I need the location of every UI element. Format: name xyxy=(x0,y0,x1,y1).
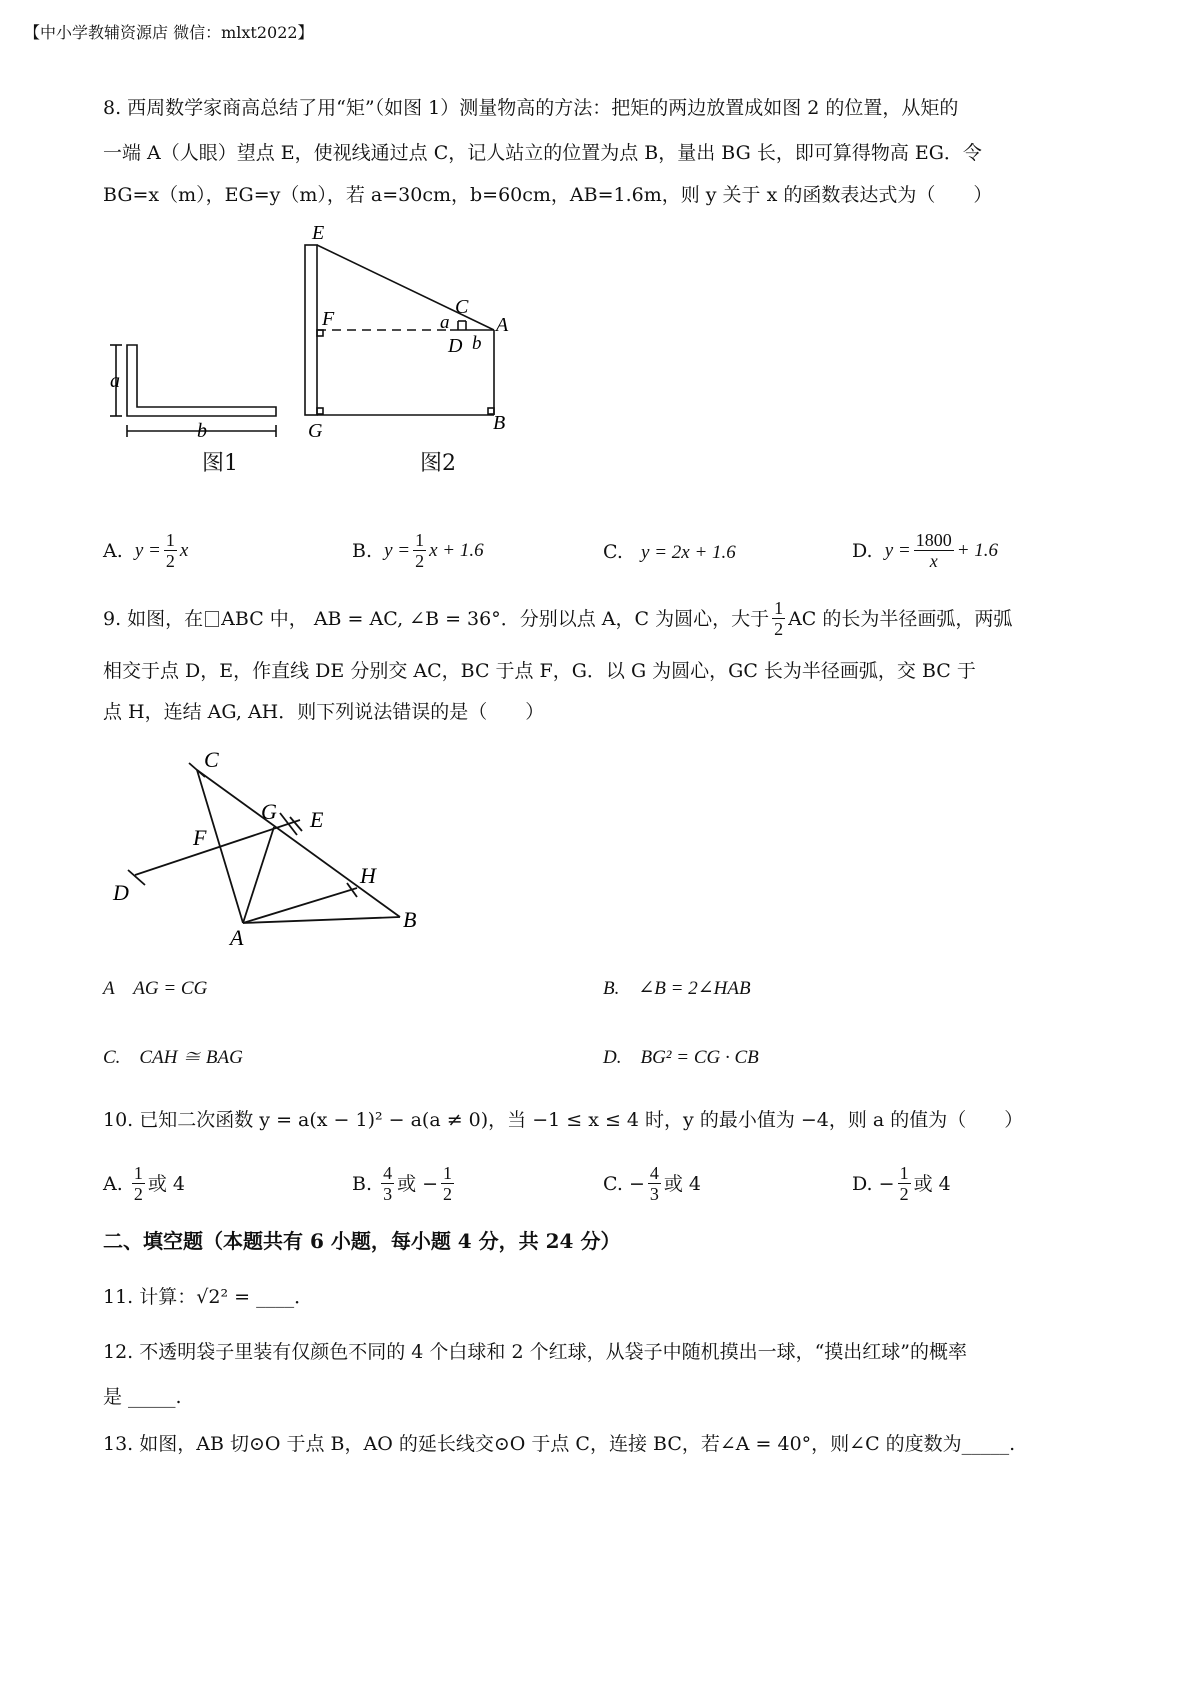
q9-label-D: D xyxy=(113,880,129,905)
q8-figures xyxy=(100,215,540,480)
q8-line3: BG=x（m），EG=y（m），若 a=30cm，b=60cm，AB=1.6m，则 y 关于 x 的函数表达式为（ ） xyxy=(103,184,993,206)
q8-option-A-fraction: $\frac{1}{2}$ xyxy=(165,530,175,571)
q8-option-D-pre: y = xyxy=(884,539,911,561)
q8-option-A-pre: y = xyxy=(134,539,161,561)
q10-option-A-fraction: $\frac{1}{2}$ xyxy=(133,1163,143,1204)
q10-option-C-label: C. xyxy=(603,1172,623,1195)
q8-line2: 一端 A（人眼）望点 E，使视线通过点 C，记人站立的位置为点 B，量出 BG 长，即可算得物高 EG．令 xyxy=(103,142,982,164)
q10-option-D-label: D. xyxy=(852,1172,873,1195)
fig2-label-b: b xyxy=(472,333,482,354)
q8-option-A[interactable] xyxy=(103,530,188,571)
q8-option-B-post: x + 1.6 xyxy=(429,539,484,561)
fig2-label-G: G xyxy=(308,420,323,442)
triangle-icon xyxy=(205,611,219,627)
q10-option-D-fraction: $\frac{1}{2}$ xyxy=(899,1163,909,1204)
q9-label-B: B xyxy=(403,907,417,932)
q10-option-A[interactable] xyxy=(103,1163,185,1204)
q10-option-C-post: 或 4 xyxy=(663,1172,702,1195)
q8-option-D-label: D. xyxy=(852,539,873,562)
q8-option-B[interactable] xyxy=(352,530,484,571)
fig2-label-F: F xyxy=(322,308,335,330)
q8-option-C[interactable] xyxy=(603,540,736,565)
q8-option-A-label: A. xyxy=(103,539,123,562)
q10-option-A-label: A. xyxy=(103,1172,123,1195)
q9-line1 xyxy=(103,598,1012,639)
q8-option-D[interactable] xyxy=(852,530,998,571)
q8-line1: 8. 西周数学家商高总结了用“矩”（如图 1）测量物高的方法：把矩的两边放置成如图 2 的位置，从矩的 xyxy=(103,97,959,119)
q10-option-C[interactable] xyxy=(603,1163,701,1204)
section2-heading: 二、填空题（本题共有 6 小题，每小题 4 分，共 24 分） xyxy=(103,1229,621,1253)
q10-option-B-label: B. xyxy=(352,1172,373,1195)
q9-option-A[interactable]: A AG = CG xyxy=(103,978,208,999)
fig2-label-C: C xyxy=(455,296,469,318)
q10-option-C-fraction: $\frac{4}{3}$ xyxy=(649,1163,659,1204)
q12-line2: 是 _____. xyxy=(103,1386,182,1408)
q10-option-B-fraction1: $\frac{4}{3}$ xyxy=(383,1163,393,1204)
q8-option-D-post: + 1.6 xyxy=(956,539,999,561)
fig1-caption: 图1 xyxy=(202,451,238,476)
q9-line1-c: AC 的长为半径画弧，两弧 xyxy=(788,607,1013,630)
q8-option-B-fraction: $\frac{1}{2}$ xyxy=(415,530,425,571)
q9-option-D[interactable]: D. BG² = CG · CB xyxy=(603,1047,759,1068)
q10-option-A-post: 或 4 xyxy=(147,1172,185,1195)
q10-option-D[interactable] xyxy=(852,1163,951,1204)
q11: 11. 计算：√2² = ____． xyxy=(103,1286,314,1308)
figure2-diagram xyxy=(305,245,494,415)
q10-option-C-pre: − xyxy=(628,1172,645,1195)
fig2-label-a: a xyxy=(440,312,450,333)
q8-option-C-label: C. xyxy=(603,541,623,563)
q9-label-E: E xyxy=(310,807,324,832)
q8-option-B-pre: y = xyxy=(384,539,411,561)
q8-option-C-text: y = 2x + 1.6 xyxy=(641,542,736,563)
q9-line2: 相交于点 D，E，作直线 DE 分别交 AC，BC 于点 F，G．以 G 为圆心，GC 长为半径画弧，交 BC 于 xyxy=(103,660,976,682)
q10-option-B-fraction2: $\frac{1}{2}$ xyxy=(443,1163,453,1204)
q10-option-B[interactable] xyxy=(352,1163,457,1204)
q9-label-A: A xyxy=(230,925,244,945)
q10-option-B-mid: 或 − xyxy=(397,1172,439,1195)
figure1-ruler xyxy=(110,345,276,437)
fig2-label-B: B xyxy=(493,412,506,434)
fig1-label-a: a xyxy=(110,370,120,392)
fig2-caption: 图2 xyxy=(420,451,456,476)
q9-line1-a: 9. 如图，在 xyxy=(103,607,204,630)
q9-figure xyxy=(105,745,435,945)
fig1-label-b: b xyxy=(197,420,207,442)
q8-option-D-fraction: $\frac{1800}{x}$ xyxy=(915,530,952,571)
q8-option-B-label: B. xyxy=(352,539,373,562)
q9-line3: 点 H，连结 AG, AH．则下列说法错误的是（ ） xyxy=(103,701,545,723)
q9-option-B[interactable]: B. ∠B = 2∠HAB xyxy=(603,978,751,999)
fig2-label-D: D xyxy=(448,335,463,357)
fig2-label-A: A xyxy=(496,314,509,336)
q10-option-D-post: 或 4 xyxy=(913,1172,951,1195)
q9-line1-b: ABC 中， AB = AC, ∠B = 36°．分别以点 A，C 为圆心，大于 xyxy=(221,607,770,630)
q13: 13. 如图，AB 切⊙O 于点 B，AO 的延长线交⊙O 于点 C，连接 BC，若∠A = 40°，则∠C 的度数为_____. xyxy=(103,1433,1016,1455)
q9-line1-fraction: $\frac{1}{2}$ xyxy=(774,598,784,639)
q9-label-F: F xyxy=(193,825,207,850)
page-header: 【中小学教辅资源店 微信：mlxt2022】 xyxy=(24,23,314,42)
q8-option-A-post: x xyxy=(179,539,189,561)
q12-line1: 12. 不透明袋子里装有仅颜色不同的 4 个白球和 2 个红球，从袋子中随机摸出一球，“摸出红球”的概率 xyxy=(103,1341,968,1363)
q9-option-C[interactable]: C. CAH ≅ BAG xyxy=(103,1047,243,1068)
q9-label-H: H xyxy=(360,863,376,888)
q9-label-C: C xyxy=(204,747,219,772)
fig2-label-E: E xyxy=(312,222,325,244)
q10-option-D-pre: − xyxy=(878,1172,895,1195)
q10-line1: 10. 已知二次函数 y = a(x − 1)² − a(a ≠ 0)，当 −1 ≤ x ≤ 4 时，y 的最小值为 −4，则 a 的值为（ ） xyxy=(103,1109,1024,1131)
q9-label-G: G xyxy=(261,799,277,824)
